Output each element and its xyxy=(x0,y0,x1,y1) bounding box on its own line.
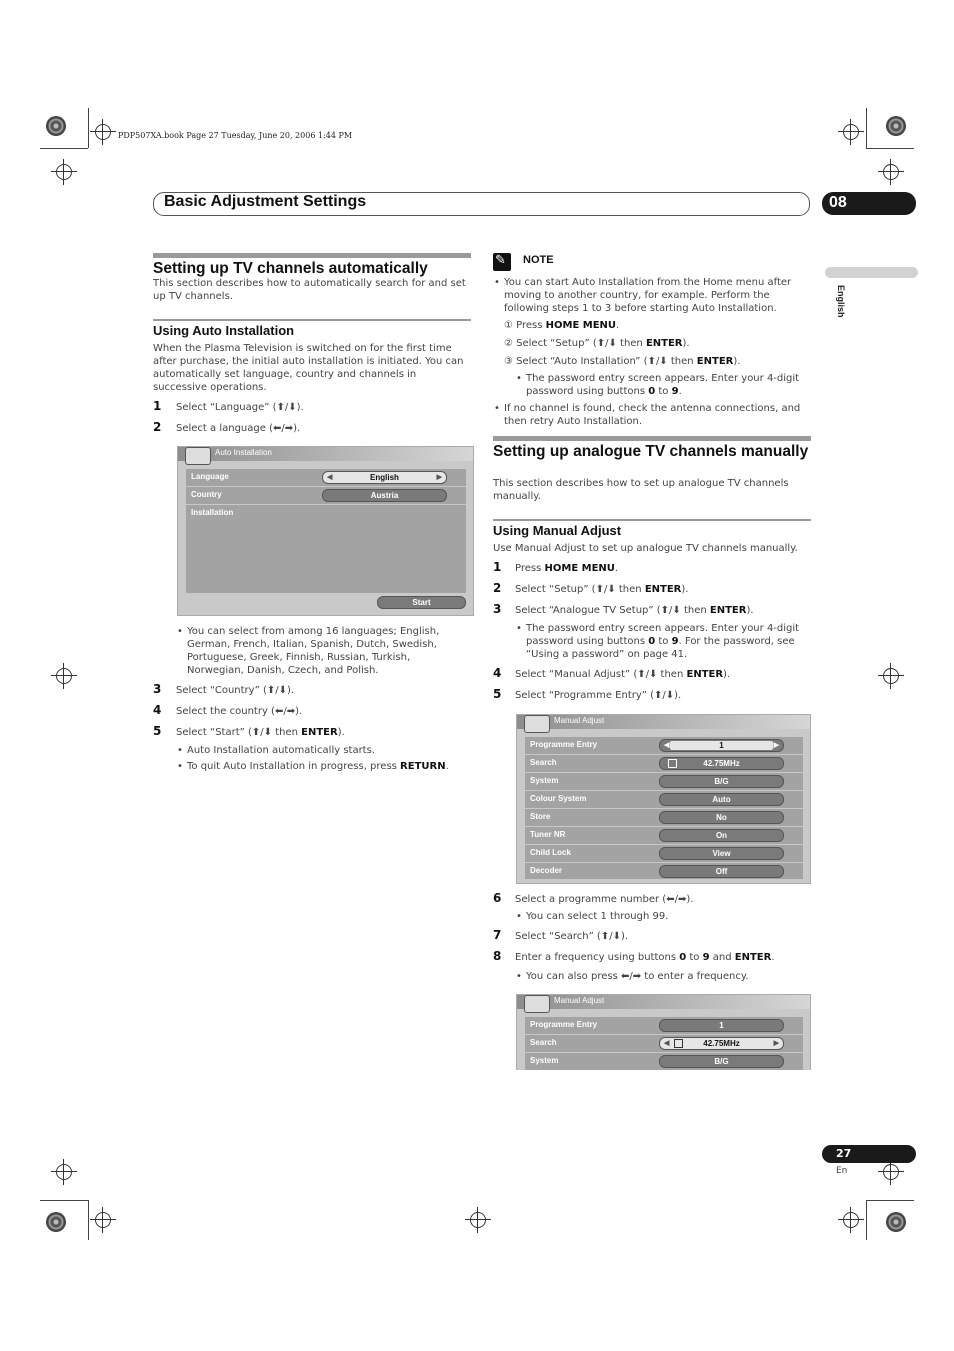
subsection-rule xyxy=(493,519,811,521)
osd-row-system[interactable] xyxy=(525,773,803,791)
registration-star-icon xyxy=(886,116,906,136)
programme-entry-selector[interactable]: ◀ 1 ▶ xyxy=(659,739,784,752)
search-frequency-selector[interactable]: ◀ 42.75MHz ▶ xyxy=(659,1037,784,1050)
step-text: Select “Search” (⬆/⬇). xyxy=(515,931,629,942)
note-bullet: • The password entry screen appears. Enter your 4-digit password using buttons 0 to 9. xyxy=(526,372,808,398)
osd-title: Manual Adjust xyxy=(554,996,605,1005)
osd-label: Country xyxy=(191,490,222,499)
step-text: Select a programme number (⬅/➡). xyxy=(515,894,694,905)
tuner-icon xyxy=(668,759,677,768)
osd-row-installation xyxy=(186,505,466,522)
step-text: Enter a frequency using buttons 0 to 9 and ENTER. xyxy=(515,952,775,963)
osd-label: Programme Entry xyxy=(530,740,598,749)
crosshair-icon xyxy=(470,1212,486,1228)
osd-title-bar xyxy=(517,995,810,1009)
osd-label: Store xyxy=(530,812,551,821)
step-text: Select “Country” (⬆/⬇). xyxy=(176,685,295,696)
language-label: English xyxy=(836,285,846,318)
step-number: 1 xyxy=(493,560,502,574)
crop-mark xyxy=(40,1200,88,1201)
start-button[interactable]: Start xyxy=(377,596,466,609)
osd-panel xyxy=(186,469,466,593)
osd-panel xyxy=(525,1017,803,1070)
country-value[interactable]: Austria xyxy=(322,489,447,502)
osd-label: Search xyxy=(530,758,557,767)
step-number: 5 xyxy=(493,687,502,701)
step-number: 8 xyxy=(493,949,502,963)
crop-mark xyxy=(866,148,914,149)
osd-row-child-lock[interactable] xyxy=(525,845,803,863)
language-tab xyxy=(825,267,918,278)
section-heading-auto: Setting up TV channels automatically xyxy=(153,260,428,277)
auto-installation-screen xyxy=(177,446,474,616)
child-lock-value[interactable]: View xyxy=(659,847,784,860)
registration-star-icon xyxy=(46,116,66,136)
note-label: NOTE xyxy=(523,254,554,266)
manual-adjust-screen xyxy=(516,714,811,884)
step-text: Select “Language” (⬆/⬇). xyxy=(176,402,304,413)
osd-panel xyxy=(525,737,803,879)
note-bullet: • If no channel is found, check the antenna connections, and then retry Auto Installation. xyxy=(504,402,810,428)
crosshair-icon xyxy=(883,668,899,684)
manual-adjust-screen-frequency xyxy=(516,994,811,1070)
crosshair-icon xyxy=(95,124,111,140)
subsection-heading: Using Manual Adjust xyxy=(493,523,622,538)
step-text: Select the country (⬅/➡). xyxy=(176,706,303,717)
step-number: 4 xyxy=(153,703,162,717)
note-substep: ③ Select “Auto Installation” (⬆/⬇ then ENTER). xyxy=(504,356,741,367)
osd-row-system[interactable] xyxy=(525,1053,803,1070)
crosshair-icon xyxy=(883,164,899,180)
bullet-item: • Auto Installation automatically starts. xyxy=(187,744,457,757)
crosshair-icon xyxy=(843,124,859,140)
colour-system-value[interactable]: Auto xyxy=(659,793,784,806)
osd-label: Installation xyxy=(191,508,234,517)
osd-row-tuner-nr[interactable] xyxy=(525,827,803,845)
bullet-item: • The password entry screen appears. Enter your 4-digit password using buttons 0 to 9. For the password, see “Using a password” on page 41. xyxy=(526,622,808,661)
osd-row-programme-entry[interactable] xyxy=(525,737,803,755)
osd-row-search[interactable] xyxy=(525,1035,803,1053)
step-text: Select “Programme Entry” (⬆/⬇). xyxy=(515,690,682,701)
osd-label: Colour System xyxy=(530,794,587,803)
system-value[interactable]: B/G xyxy=(659,775,784,788)
crosshair-icon xyxy=(883,1164,899,1180)
crosshair-icon xyxy=(56,1164,72,1180)
tuner-nr-value[interactable]: On xyxy=(659,829,784,842)
subsection-intro: When the Plasma Television is switched on for the first time after purchase, the initial auto installation is initiated. You can automatically set language, country and channels in successive operations. xyxy=(153,343,464,393)
bullet-item: • You can select 1 through 99. xyxy=(526,910,808,923)
osd-title-bar xyxy=(178,447,473,461)
section-rule xyxy=(493,436,811,441)
osd-row-search[interactable] xyxy=(525,755,803,773)
crosshair-icon xyxy=(56,164,72,180)
step-number: 4 xyxy=(493,666,502,680)
registration-star-icon xyxy=(46,1212,66,1232)
crop-mark xyxy=(866,1200,867,1240)
step-number: 2 xyxy=(493,581,502,595)
note-substep: ① Press HOME MENU. xyxy=(504,320,620,331)
subsection-rule xyxy=(153,319,471,321)
language-selector[interactable]: ◀ English ▶ xyxy=(322,471,447,484)
section-heading-manual: Setting up analogue TV channels manually xyxy=(493,443,809,460)
osd-title: Manual Adjust xyxy=(554,716,605,725)
decoder-value[interactable]: Off xyxy=(659,865,784,878)
osd-row-country[interactable] xyxy=(186,487,466,505)
osd-label: System xyxy=(530,1056,559,1065)
step-number: 6 xyxy=(493,891,502,905)
tuner-icon xyxy=(674,1039,683,1048)
step-number: 7 xyxy=(493,928,502,942)
osd-title-bar xyxy=(517,715,810,729)
step-number: 3 xyxy=(153,682,162,696)
osd-label: Search xyxy=(530,1038,557,1047)
osd-row-decoder[interactable] xyxy=(525,863,803,880)
step-text: Select “Start” (⬆/⬇ then ENTER). xyxy=(176,727,345,738)
osd-label: Language xyxy=(191,472,229,481)
crop-mark xyxy=(88,108,89,148)
osd-title: Auto Installation xyxy=(215,448,272,457)
section-intro: This section describes how to automatically search for and set up TV channels. xyxy=(153,278,466,302)
osd-label: Child Lock xyxy=(530,848,571,857)
crop-mark xyxy=(866,1200,914,1201)
crop-mark xyxy=(88,1200,89,1240)
crop-mark xyxy=(40,148,88,149)
page-number: 27 xyxy=(836,1147,852,1160)
step-text: Select “Analogue TV Setup” (⬆/⬇ then ENTER). xyxy=(515,605,754,616)
tv-menu-icon xyxy=(185,447,211,465)
osd-row-colour-system[interactable] xyxy=(525,791,803,809)
step-number: 2 xyxy=(153,420,162,434)
step-text: Select “Manual Adjust” (⬆/⬇ then ENTER). xyxy=(515,669,731,680)
note-icon xyxy=(493,253,511,271)
osd-label: Programme Entry xyxy=(530,1020,598,1029)
section-rule xyxy=(153,253,471,258)
store-value[interactable]: No xyxy=(659,811,784,824)
subsection-intro: Use Manual Adjust to set up analogue TV channels manually. xyxy=(493,543,798,554)
step-number: 5 xyxy=(153,724,162,738)
section-intro: This section describes how to set up analogue TV channels manually. xyxy=(493,478,789,502)
programme-entry-value[interactable]: 1 xyxy=(659,1019,784,1032)
bullet-item: • You can also press ⬅/➡ to enter a frequency. xyxy=(526,970,808,983)
note-bullet: • You can start Auto Installation from the Home menu after moving to another country, for example. Perform the following steps 1 to 3 before starting Auto Installation. xyxy=(504,276,810,315)
languages-note: • You can select from among 16 languages; English, German, French, Italian, Spanish, Dutch, Swedish, Portuguese, Greek, Finnish, Russian, Turkish, Norwegian, Danish, Czech, and Polish. xyxy=(187,625,457,677)
file-info: PDP507XA.book Page 27 Tuesday, June 20, 2006 1:44 PM xyxy=(118,131,353,140)
crosshair-icon xyxy=(95,1212,111,1228)
step-text: Press HOME MENU. xyxy=(515,563,619,574)
system-value[interactable]: B/G xyxy=(659,1055,784,1068)
crosshair-icon xyxy=(56,668,72,684)
crop-mark xyxy=(866,108,867,148)
tv-menu-icon xyxy=(524,995,550,1013)
step-number: 1 xyxy=(153,399,162,413)
page-language: En xyxy=(836,1166,848,1176)
search-value[interactable]: 42.75MHz xyxy=(659,757,784,770)
osd-label: Decoder xyxy=(530,866,563,875)
crosshair-icon xyxy=(843,1212,859,1228)
bullet-item: • To quit Auto Installation in progress, press RETURN. xyxy=(187,760,462,773)
registration-star-icon xyxy=(886,1212,906,1232)
osd-label: Tuner NR xyxy=(530,830,566,839)
page-title: Basic Adjustment Settings xyxy=(164,193,367,210)
subsection-heading: Using Auto Installation xyxy=(153,323,295,338)
step-number: 3 xyxy=(493,602,502,616)
step-text: Select “Setup” (⬆/⬇ then ENTER). xyxy=(515,584,689,595)
osd-row-store[interactable] xyxy=(525,809,803,827)
osd-row-language[interactable] xyxy=(186,469,466,487)
osd-label: System xyxy=(530,776,559,785)
step-text: Select a language (⬅/➡). xyxy=(176,423,301,434)
osd-row-programme-entry[interactable] xyxy=(525,1017,803,1035)
tv-menu-icon xyxy=(524,715,550,733)
chapter-number: 08 xyxy=(829,194,847,211)
note-substep: ② Select “Setup” (⬆/⬇ then ENTER). xyxy=(504,338,690,349)
